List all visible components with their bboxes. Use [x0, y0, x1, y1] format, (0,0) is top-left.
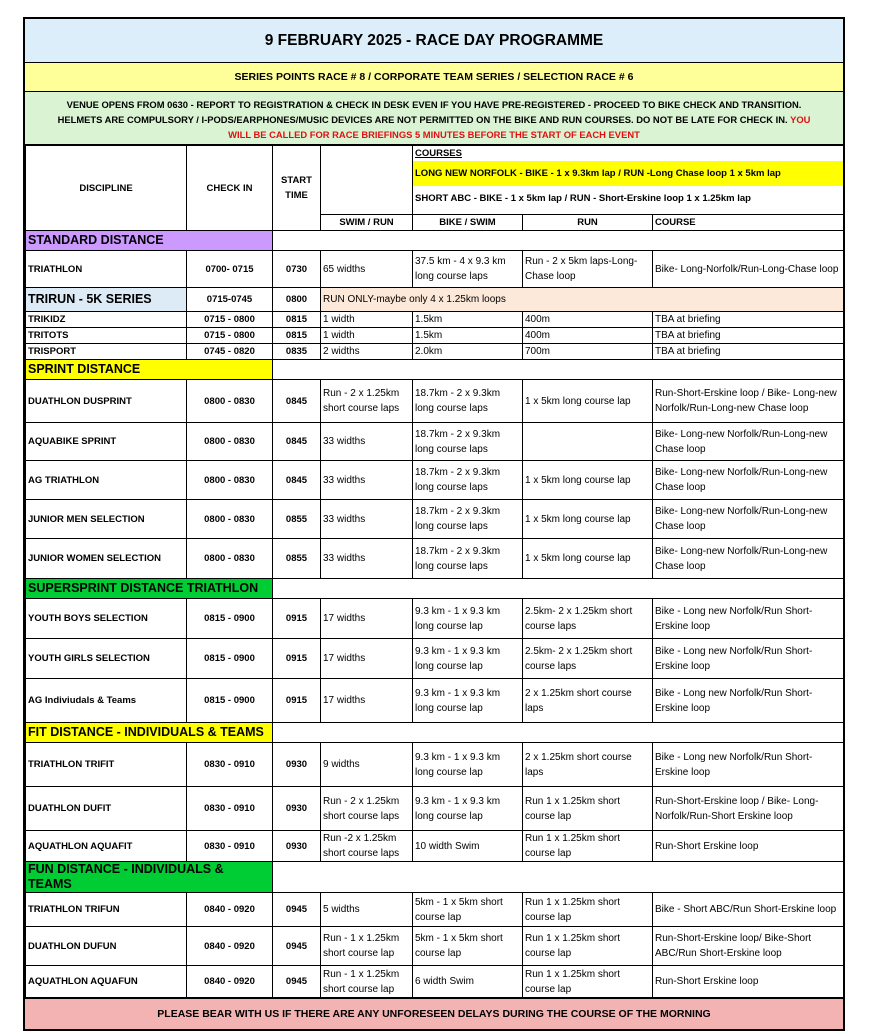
discipline-cell: DUATHLON DUFUN	[26, 927, 187, 966]
swim-run-cell: Run - 1 x 1.25km short course lap	[321, 927, 413, 966]
check-in-cell: 0815 - 0900	[187, 679, 273, 723]
table-row	[26, 461, 844, 500]
check-in-cell: 0800 - 0830	[187, 500, 273, 539]
long-course-desc: LONG NEW NORFOLK - BIKE - 1 x 9.3km lap / RUN -Long Chase loop 1 x 5km lap	[413, 161, 843, 186]
check-in-cell: 0815 - 0900	[187, 599, 273, 639]
bike-swim-cell: 37.5 km - 4 x 9.3 km long course laps	[413, 251, 523, 288]
section-spacer	[273, 231, 844, 251]
section-title-trirun: TRIRUN - 5K SERIES	[26, 288, 187, 312]
table-row	[26, 539, 844, 579]
section-row-sprint	[26, 360, 844, 380]
discipline-cell: JUNIOR WOMEN SELECTION	[26, 539, 187, 579]
run-cell: 400m	[523, 312, 653, 328]
discipline-cell: AQUABIKE SPRINT	[26, 423, 187, 461]
run-cell	[523, 423, 653, 461]
course-cell: Run-Short Erskine loop	[653, 831, 844, 862]
start-time-cell: 0815	[273, 312, 321, 328]
start-time-cell: 0835	[273, 344, 321, 360]
check-in-cell: 0715 - 0800	[187, 328, 273, 344]
section-row-fit	[26, 723, 844, 743]
swim-run-cell: 17 widths	[321, 599, 413, 639]
start-time-cell: 0945	[273, 966, 321, 998]
swim-run-cell: Run - 2 x 1.25km short course laps	[321, 787, 413, 831]
start-time-cell: 0930	[273, 787, 321, 831]
section-spacer	[273, 360, 844, 380]
table-row	[26, 639, 844, 679]
discipline-cell: TRIATHLON	[26, 251, 187, 288]
bike-swim-cell: 9.3 km - 1 x 9.3 km long course lap	[413, 787, 523, 831]
course-cell: Bike - Long new Norfolk/Run Short-Erskine loop	[653, 639, 844, 679]
discipline-cell: TRIATHLON TRIFUN	[26, 893, 187, 927]
check-in-cell: 0815 - 0900	[187, 639, 273, 679]
course-cell: TBA at briefing	[653, 344, 844, 360]
header-discipline: DISCIPLINE	[26, 146, 187, 231]
course-cell: TBA at briefing	[653, 328, 844, 344]
check-in-cell: 0715 - 0800	[187, 312, 273, 328]
table-row	[26, 893, 844, 927]
bike-swim-cell: 18.7km - 2 x 9.3km long course laps	[413, 461, 523, 500]
notice-line-2-text: HELMETS ARE COMPULSORY / I-PODS/EARPHONES/MUSIC DEVICES ARE NOT PERMITTED ON THE BIKE AND RUN COURSES. DO NOT BE LATE FOR CHECK IN.	[57, 114, 788, 125]
check-in-cell: 0830 - 0910	[187, 831, 273, 862]
section-title-sprint: SPRINT DISTANCE	[26, 360, 273, 380]
discipline-cell: TRIKIDZ	[26, 312, 187, 328]
course-cell: Bike- Long-new Norfolk/Run-Long-new Chase loop	[653, 461, 844, 500]
swim-run-cell: 1 width	[321, 312, 413, 328]
discipline-cell: TRISPORT	[26, 344, 187, 360]
run-cell: 1 x 5km long course lap	[523, 461, 653, 500]
header-blank	[321, 146, 413, 215]
header-row	[26, 146, 844, 215]
bike-swim-cell: 18.7km - 2 x 9.3km long course laps	[413, 380, 523, 423]
run-cell: Run 1 x 1.25km short course lap	[523, 927, 653, 966]
bike-swim-cell: 9.3 km - 1 x 9.3 km long course lap	[413, 599, 523, 639]
swim-run-cell: 65 widths	[321, 251, 413, 288]
discipline-cell: YOUTH GIRLS SELECTION	[26, 639, 187, 679]
run-cell: Run - 2 x 5km laps-Long-Chase loop	[523, 251, 653, 288]
course-cell: Bike - Long new Norfolk/Run Short-Erskine loop	[653, 599, 844, 639]
start-time-cell: 0845	[273, 461, 321, 500]
section-title-fit: FIT DISTANCE - INDIVIDUALS & TEAMS	[26, 723, 273, 743]
swim-run-cell: 17 widths	[321, 639, 413, 679]
swim-run-cell: Run - 1 x 1.25km short course lap	[321, 966, 413, 998]
course-cell: Bike - Short ABC/Run Short-Erskine loop	[653, 893, 844, 927]
bike-swim-cell: 6 width Swim	[413, 966, 523, 998]
header-bike-swim: BIKE / SWIM	[413, 215, 523, 231]
header-course: COURSE	[653, 215, 844, 231]
footer-notice: PLEASE BEAR WITH US IF THERE ARE ANY UNFORESEEN DELAYS DURING THE COURSE OF THE MORNING	[25, 998, 843, 1029]
table-row	[26, 966, 844, 998]
start-time-cell: 0915	[273, 599, 321, 639]
discipline-cell: JUNIOR MEN SELECTION	[26, 500, 187, 539]
course-cell: Bike- Long-new Norfolk/Run-Long-new Chase loop	[653, 539, 844, 579]
notice-line-3: WILL BE CALLED FOR RACE BRIEFINGS 5 MINUTES BEFORE THE START OF EACH EVENT	[228, 129, 640, 140]
table-row	[26, 787, 844, 831]
run-cell: 700m	[523, 344, 653, 360]
page-title: 9 FEBRUARY 2025 - RACE DAY PROGRAMME	[25, 19, 843, 63]
start-time-cell: 0915	[273, 679, 321, 723]
notice-line-2-red: YOU	[790, 114, 811, 125]
check-in-cell: 0745 - 0820	[187, 344, 273, 360]
discipline-cell: TRITOTS	[26, 328, 187, 344]
programme-table	[25, 145, 844, 998]
section-title-standard: STANDARD DISTANCE	[26, 231, 273, 251]
header-swim-run: SWIM / RUN	[321, 215, 413, 231]
start-time-cell: 0855	[273, 539, 321, 579]
table-row	[26, 312, 844, 328]
course-cell: Run-Short-Erskine loop/ Bike-Short ABC/Run Short-Erskine loop	[653, 927, 844, 966]
bike-swim-cell: 1.5km	[413, 312, 523, 328]
check-in-cell: 0800 - 0830	[187, 461, 273, 500]
short-course-desc: SHORT ABC - BIKE - 1 x 5km lap / RUN - Short-Erskine loop 1 x 1.25km lap	[415, 193, 751, 204]
start-time-cell: 0945	[273, 893, 321, 927]
header-start-time: START TIME	[273, 146, 321, 231]
course-cell: Run-Short Erskine loop	[653, 966, 844, 998]
check-in-cell: 0840 - 0920	[187, 927, 273, 966]
start-time-cell: 0930	[273, 831, 321, 862]
check-in-cell: 0830 - 0910	[187, 787, 273, 831]
run-cell: 400m	[523, 328, 653, 344]
bike-swim-cell: 5km - 1 x 5km short course lap	[413, 893, 523, 927]
course-cell: Bike- Long-new Norfolk/Run-Long-new Chase loop	[653, 500, 844, 539]
swim-run-cell: 9 widths	[321, 743, 413, 787]
check-in-cell: 0840 - 0920	[187, 966, 273, 998]
discipline-cell: AQUATHLON AQUAFIT	[26, 831, 187, 862]
check-in-cell: 0840 - 0920	[187, 893, 273, 927]
table-row	[26, 380, 844, 423]
run-cell: Run 1 x 1.25km short course lap	[523, 831, 653, 862]
check-in-cell: 0800 - 0830	[187, 423, 273, 461]
section-title-fun: FUN DISTANCE - INDIVIDUALS & TEAMS	[26, 862, 273, 893]
start-time-cell: 0945	[273, 927, 321, 966]
check-in-cell: 0800 - 0830	[187, 380, 273, 423]
page-subtitle: SERIES POINTS RACE # 8 / CORPORATE TEAM SERIES / SELECTION RACE # 6	[25, 63, 843, 92]
section-spacer	[273, 579, 844, 599]
discipline-cell: YOUTH BOYS SELECTION	[26, 599, 187, 639]
bike-swim-cell: 10 width Swim	[413, 831, 523, 862]
run-cell: 2.5km- 2 x 1.25km short course laps	[523, 639, 653, 679]
discipline-cell: AG TRIATHLON	[26, 461, 187, 500]
run-cell: 1 x 5km long course lap	[523, 539, 653, 579]
bike-swim-cell: 18.7km - 2 x 9.3km long course laps	[413, 423, 523, 461]
section-row-standard	[26, 231, 844, 251]
run-cell: Run 1 x 1.25km short course lap	[523, 966, 653, 998]
courses-title: COURSES	[415, 148, 462, 159]
section-row-fun	[26, 862, 844, 893]
table-row	[26, 831, 844, 862]
table-row	[26, 251, 844, 288]
start-time-cell: 0855	[273, 500, 321, 539]
course-cell: Run-Short-Erskine loop / Bike- Long-new Norfolk/Run-Long-new Chase loop	[653, 380, 844, 423]
bike-swim-cell: 9.3 km - 1 x 9.3 km long course lap	[413, 639, 523, 679]
start-time-cell: 0730	[273, 251, 321, 288]
section-title-supersprint: SUPERSPRINT DISTANCE TRIATHLON	[26, 579, 273, 599]
bike-swim-cell: 2.0km	[413, 344, 523, 360]
run-cell: Run 1 x 1.25km short course lap	[523, 787, 653, 831]
section-row-trirun	[26, 288, 844, 312]
swim-run-cell: 33 widths	[321, 423, 413, 461]
course-cell: Bike- Long-Norfolk/Run-Long-Chase loop	[653, 251, 844, 288]
swim-run-cell: Run - 2 x 1.25km short course laps	[321, 380, 413, 423]
swim-run-cell: 33 widths	[321, 500, 413, 539]
swim-run-cell: 5 widths	[321, 893, 413, 927]
run-cell: 1 x 5km long course lap	[523, 380, 653, 423]
run-cell: 2 x 1.25km short course laps	[523, 743, 653, 787]
table-row	[26, 679, 844, 723]
bike-swim-cell: 9.3 km - 1 x 9.3 km long course lap	[413, 743, 523, 787]
swim-run-cell: Run -2 x 1.25km short course laps	[321, 831, 413, 862]
discipline-cell: TRIATHLON TRIFIT	[26, 743, 187, 787]
swim-run-cell: 33 widths	[321, 461, 413, 500]
swim-run-cell: 1 width	[321, 328, 413, 344]
table-row	[26, 423, 844, 461]
discipline-cell: AQUATHLON AQUAFUN	[26, 966, 187, 998]
table-row	[26, 328, 844, 344]
course-cell: Bike- Long-new Norfolk/Run-Long-new Chase loop	[653, 423, 844, 461]
run-cell: 2.5km- 2 x 1.25km short course laps	[523, 599, 653, 639]
discipline-cell: AG Indiviudals & Teams	[26, 679, 187, 723]
run-cell: 1 x 5km long course lap	[523, 500, 653, 539]
section-row-supersprint	[26, 579, 844, 599]
course-cell: Bike - Long new Norfolk/Run Short-Erskine loop	[653, 679, 844, 723]
discipline-cell: DUATHLON DUFIT	[26, 787, 187, 831]
table-row	[26, 500, 844, 539]
start-time-cell: 0815	[273, 328, 321, 344]
start-time-cell: 0845	[273, 423, 321, 461]
header-run: RUN	[523, 215, 653, 231]
swim-run-cell: 17 widths	[321, 679, 413, 723]
start-time-cell: 0930	[273, 743, 321, 787]
bike-swim-cell: 18.7km - 2 x 9.3km long course laps	[413, 539, 523, 579]
course-cell: TBA at briefing	[653, 312, 844, 328]
trirun-start: 0800	[273, 288, 321, 312]
bike-swim-cell: 1.5km	[413, 328, 523, 344]
section-spacer	[273, 723, 844, 743]
bike-swim-cell: 18.7km - 2 x 9.3km long course laps	[413, 500, 523, 539]
race-programme-sheet	[23, 17, 845, 1031]
start-time-cell: 0845	[273, 380, 321, 423]
section-spacer	[273, 862, 844, 893]
discipline-cell: DUATHLON DUSPRINT	[26, 380, 187, 423]
header-check-in: CHECK IN	[187, 146, 273, 231]
table-row	[26, 344, 844, 360]
notice-line-1: VENUE OPENS FROM 0630 - REPORT TO REGISTRATION & CHECK IN DESK EVEN IF YOU HAVE PRE-REGISTERED - PROCEED TO BIKE CHECK AND TRANSITION.	[66, 99, 802, 110]
table-row	[26, 599, 844, 639]
run-cell: 2 x 1.25km short course laps	[523, 679, 653, 723]
table-row	[26, 927, 844, 966]
venue-notice	[25, 92, 843, 145]
course-cell: Run-Short-Erskine loop / Bike- Long-Norfolk/Run-Short Erskine loop	[653, 787, 844, 831]
courses-cell	[413, 146, 844, 215]
swim-run-cell: 2 widths	[321, 344, 413, 360]
check-in-cell: 0800 - 0830	[187, 539, 273, 579]
run-cell: Run 1 x 1.25km short course lap	[523, 893, 653, 927]
swim-run-cell: 33 widths	[321, 539, 413, 579]
table-row	[26, 743, 844, 787]
trirun-note: RUN ONLY-maybe only 4 x 1.25km loops	[321, 288, 844, 312]
check-in-cell: 0830 - 0910	[187, 743, 273, 787]
trirun-check-in: 0715-0745	[187, 288, 273, 312]
bike-swim-cell: 5km - 1 x 5km short course lap	[413, 927, 523, 966]
start-time-cell: 0915	[273, 639, 321, 679]
bike-swim-cell: 9.3 km - 1 x 9.3 km long course lap	[413, 679, 523, 723]
course-cell: Bike - Long new Norfolk/Run Short-Erskine loop	[653, 743, 844, 787]
notice-line-2	[25, 112, 843, 127]
check-in-cell: 0700- 0715	[187, 251, 273, 288]
